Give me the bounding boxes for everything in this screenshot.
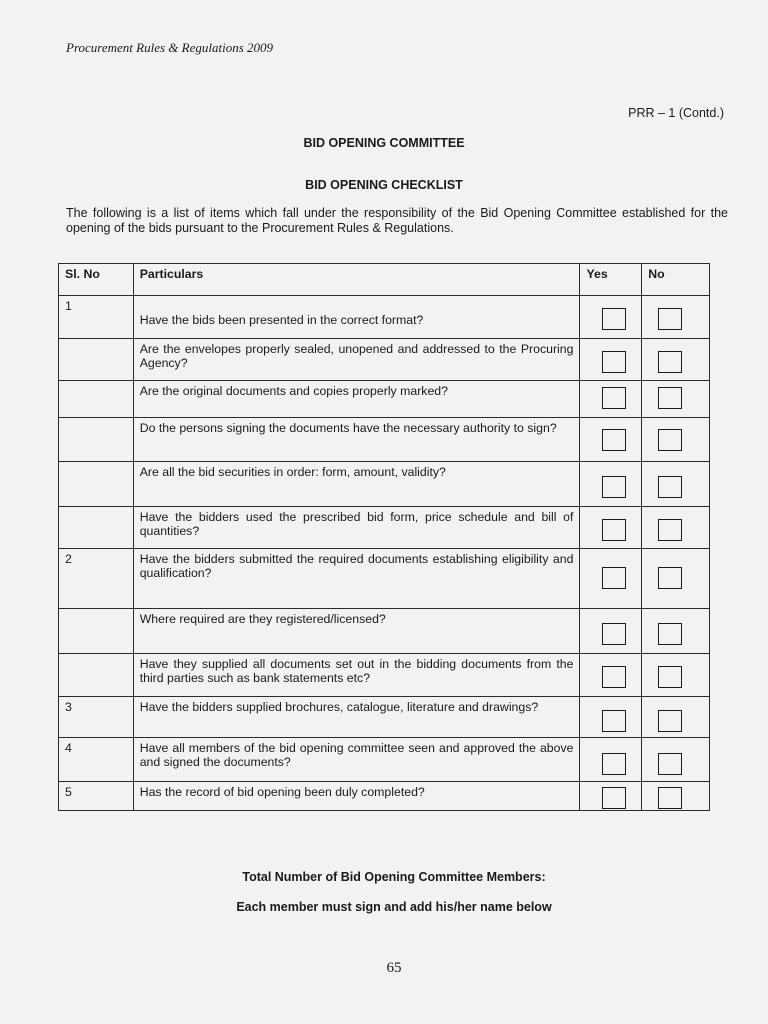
yes-checkbox[interactable] [602,787,626,809]
row-particulars: Do the persons signing the documents have the necessary authority to sign? [133,418,580,462]
yes-cell [580,609,642,654]
yes-checkbox[interactable] [602,429,626,451]
sign-instruction: Each member must sign and add his/her name below [236,900,552,914]
yes-checkbox[interactable] [602,666,626,688]
no-checkbox[interactable] [658,308,682,330]
yes-checkbox[interactable] [602,710,626,732]
checklist-row [59,738,710,782]
row-sl-no [59,462,134,507]
no-cell [642,381,710,418]
column-header-particulars: Particulars [133,264,580,296]
yes-checkbox[interactable] [602,623,626,645]
checklist-row [59,609,710,654]
no-checkbox[interactable] [658,666,682,688]
yes-cell [580,782,642,811]
yes-checkbox[interactable] [602,753,626,775]
row-sl-no [59,339,134,381]
yes-cell [580,296,642,339]
no-checkbox[interactable] [658,351,682,373]
yes-cell [580,654,642,697]
row-particulars: Are the envelopes properly sealed, unopened and addressed to the Procuring Agency? [133,339,580,381]
checklist-row [59,507,710,549]
yes-cell [580,738,642,782]
yes-cell [580,549,642,609]
row-particulars: Have they supplied all documents set out in the bidding documents from the third parties such as bank statements etc? [133,654,580,697]
checklist-table [58,263,710,811]
page-subtitle: BID OPENING CHECKLIST [305,178,463,192]
no-checkbox[interactable] [658,387,682,409]
row-sl-no: 3 [59,697,134,738]
no-cell [642,296,710,339]
row-particulars: Have the bidders submitted the required documents establishing eligibility and qualification? [133,549,580,609]
no-checkbox[interactable] [658,567,682,589]
row-particulars: Have all members of the bid opening committee seen and approved the above and signed the documents? [133,738,580,782]
yes-checkbox[interactable] [602,387,626,409]
no-checkbox[interactable] [658,519,682,541]
checklist-row [59,654,710,697]
row-sl-no: 4 [59,738,134,782]
yes-cell [580,381,642,418]
no-cell [642,738,710,782]
yes-checkbox[interactable] [602,567,626,589]
row-sl-no [59,654,134,697]
checklist-row [59,381,710,418]
checklist-row [59,339,710,381]
checklist-row [59,418,710,462]
checklist-row [59,697,710,738]
no-checkbox[interactable] [658,623,682,645]
column-header-sl-no: Sl. No [59,264,134,296]
row-particulars: Where required are they registered/licensed? [133,609,580,654]
checklist-row [59,296,710,339]
yes-cell [580,697,642,738]
row-particulars: Have the bidders supplied brochures, catalogue, literature and drawings? [133,697,580,738]
checklist-row [59,549,710,609]
no-cell [642,609,710,654]
table-header-row [59,264,710,296]
no-cell [642,654,710,697]
row-sl-no [59,381,134,418]
row-particulars: Are the original documents and copies properly marked? [133,381,580,418]
row-sl-no: 5 [59,782,134,811]
column-header-yes: Yes [580,264,642,296]
row-sl-no [59,507,134,549]
yes-checkbox[interactable] [602,351,626,373]
no-cell [642,507,710,549]
yes-cell [580,507,642,549]
yes-cell [580,339,642,381]
form-reference: PRR – 1 (Contd.) [628,106,724,120]
row-particulars: Have the bids been presented in the correct format? [133,296,580,339]
total-members-label: Total Number of Bid Opening Committee Members: [242,870,546,884]
no-cell [642,549,710,609]
page-title: BID OPENING COMMITTEE [303,136,465,150]
no-cell [642,697,710,738]
intro-paragraph: The following is a list of items which fall under the responsibility of the Bid Opening Committee established for the opening of the bids pursuant to the Procurement Rules & Regulations. [66,206,728,235]
row-particulars: Are all the bid securities in order: form, amount, validity? [133,462,580,507]
no-checkbox[interactable] [658,429,682,451]
no-cell [642,418,710,462]
row-sl-no [59,609,134,654]
no-checkbox[interactable] [658,476,682,498]
row-particulars: Have the bidders used the prescribed bid form, price schedule and bill of quantities? [133,507,580,549]
no-cell [642,339,710,381]
no-cell [642,782,710,811]
running-head: Procurement Rules & Regulations 2009 [66,40,274,55]
no-checkbox[interactable] [658,753,682,775]
checklist-row [59,782,710,811]
no-cell [642,462,710,507]
row-sl-no: 2 [59,549,134,609]
column-header-no: No [642,264,710,296]
checklist-row [59,462,710,507]
row-sl-no [59,418,134,462]
yes-cell [580,418,642,462]
yes-cell [580,462,642,507]
checklist-body [59,296,710,811]
row-particulars: Has the record of bid opening been duly completed? [133,782,580,811]
yes-checkbox[interactable] [602,308,626,330]
yes-checkbox[interactable] [602,476,626,498]
yes-checkbox[interactable] [602,519,626,541]
page-number: 65 [386,960,402,976]
no-checkbox[interactable] [658,787,682,809]
row-sl-no: 1 [59,296,134,339]
no-checkbox[interactable] [658,710,682,732]
